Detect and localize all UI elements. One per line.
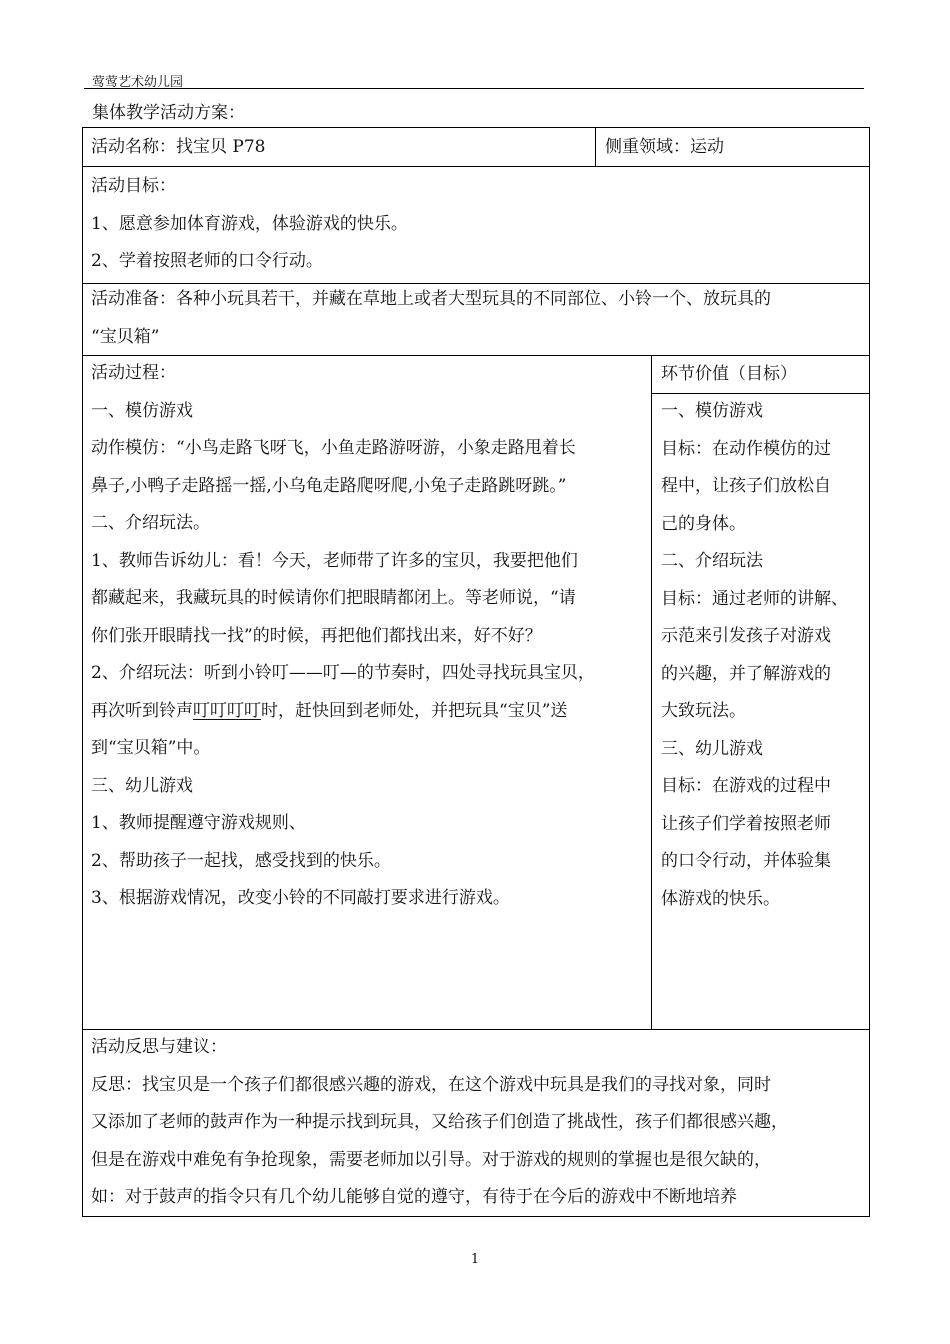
- reflection-line: 又添加了老师的鼓声作为一种提示找到玩具，又给孩子们创造了挑战性，孩子们都很感兴趣，: [91, 1112, 788, 1132]
- value-section: [661, 393, 848, 918]
- value-line: 让孩子们学着按照老师: [661, 813, 831, 834]
- activity-name: 活动名称：找宝贝 P78: [91, 137, 266, 157]
- line-text: 时，赶快回到老师处，并把玩具“宝贝”送: [261, 700, 568, 721]
- process-line: 3、根据游戏情况，改变小铃的不同敲打要求进行游戏。: [91, 888, 510, 908]
- value-line: 的兴趣，并了解游戏的: [661, 663, 831, 684]
- reflection-line: 反思：找宝贝是一个孩子们都很感兴趣的游戏，在这个游戏中玩具是我们的寻找对象，同时: [91, 1074, 771, 1095]
- value-line: 三、幼儿游戏: [661, 738, 763, 759]
- process-line: 都藏起来，我藏玩具的时候请你们把眼睛都闭上。等老师说，“请: [91, 588, 576, 608]
- reflection-heading: 活动反思与建议：: [91, 1037, 227, 1057]
- reflection-line: 但是在游戏中难免有争抢现象，需要老师加以引导。对于游戏的规则的掌握也是很欠缺的，: [91, 1149, 771, 1170]
- col-divider: [651, 355, 652, 1029]
- value-line: 二、介绍玩法: [661, 551, 763, 571]
- value-line: 大致玩法。: [661, 701, 746, 721]
- reflection-line: 如：对于鼓声的指令只有几个幼儿能够自觉的遵守，有待于在今后的游戏中不断地培养: [91, 1187, 737, 1207]
- process-line: 动作模仿：“小鸟走路飞呀飞，小鱼走路游呀游，小象走路甩着长: [91, 438, 576, 458]
- activity-plan-table: [82, 127, 870, 1217]
- plan-title: 集体教学活动方案：: [92, 103, 245, 123]
- prep-line: “宝贝箱”: [91, 326, 160, 347]
- header-divider: [84, 88, 864, 89]
- col-divider: [595, 128, 596, 166]
- value-line: 己的身体。: [661, 513, 746, 534]
- focus-domain: 侧重领域：运动: [605, 137, 724, 157]
- process-section: [91, 355, 595, 918]
- value-line: 目标：通过老师的讲解、: [661, 588, 848, 609]
- goal-item: 1、愿意参加体育游戏，体验游戏的快乐。: [91, 213, 408, 234]
- bell-sound-underlined: 叮叮叮叮: [193, 700, 261, 721]
- value-line: 体游戏的快乐。: [661, 888, 780, 909]
- page-number: 1: [470, 1252, 480, 1267]
- goal-item: 2、学着按照老师的口令行动。: [91, 251, 323, 271]
- reflection-section: [91, 1029, 788, 1217]
- process-line: 二、介绍玩法。: [91, 513, 210, 533]
- value-line: 目标：在动作模仿的过: [661, 438, 831, 459]
- goals-section: [91, 168, 408, 281]
- process-line: 2、介绍玩法：听到小铃叮——叮—的节奏时，四处寻找玩具宝贝，: [91, 663, 595, 683]
- process-line: 你们张开眼睛找一找”的时候，再把他们都找出来，好不好？: [91, 625, 542, 646]
- value-line: 示范来引发孩子对游戏: [661, 626, 831, 646]
- goals-heading: 活动目标：: [91, 176, 176, 196]
- process-line: 一、模仿游戏: [91, 400, 193, 421]
- process-line: 1、教师告诉幼儿：看！今天，老师带了许多的宝贝，我要把他们: [91, 550, 578, 571]
- process-line: 到“宝贝箱”中。: [91, 738, 211, 758]
- process-line: 2、帮助孩子一起找，感受找到的快乐。: [91, 850, 391, 871]
- process-heading: 活动过程：: [91, 363, 176, 383]
- school-name: 莺莺艺术幼儿园: [92, 75, 184, 90]
- value-line: 一、模仿游戏: [661, 401, 763, 421]
- process-line: 1、教师提醒遵守游戏规则、: [91, 813, 306, 833]
- line-text: 再次听到铃声: [91, 700, 193, 721]
- value-line: 程中，让孩子们放松自: [661, 476, 831, 496]
- process-line: [91, 693, 595, 731]
- process-line: 鼻子,小鸭子走路摇一摇,小乌龟走路爬呀爬,小兔子走路跳呀跳。”: [91, 475, 567, 496]
- value-heading: 环节价值（目标）: [661, 364, 797, 384]
- prep-section: [91, 281, 771, 356]
- row-divider: [83, 166, 869, 167]
- value-line: 的口令行动，并体验集: [661, 851, 831, 871]
- process-line: 三、幼儿游戏: [91, 775, 193, 796]
- prep-line: 活动准备：各种小玩具若干，并藏在草地上或者大型玩具的不同部位、小铃一个、放玩具的: [91, 289, 771, 309]
- value-line: 目标：在游戏的过程中: [661, 776, 831, 796]
